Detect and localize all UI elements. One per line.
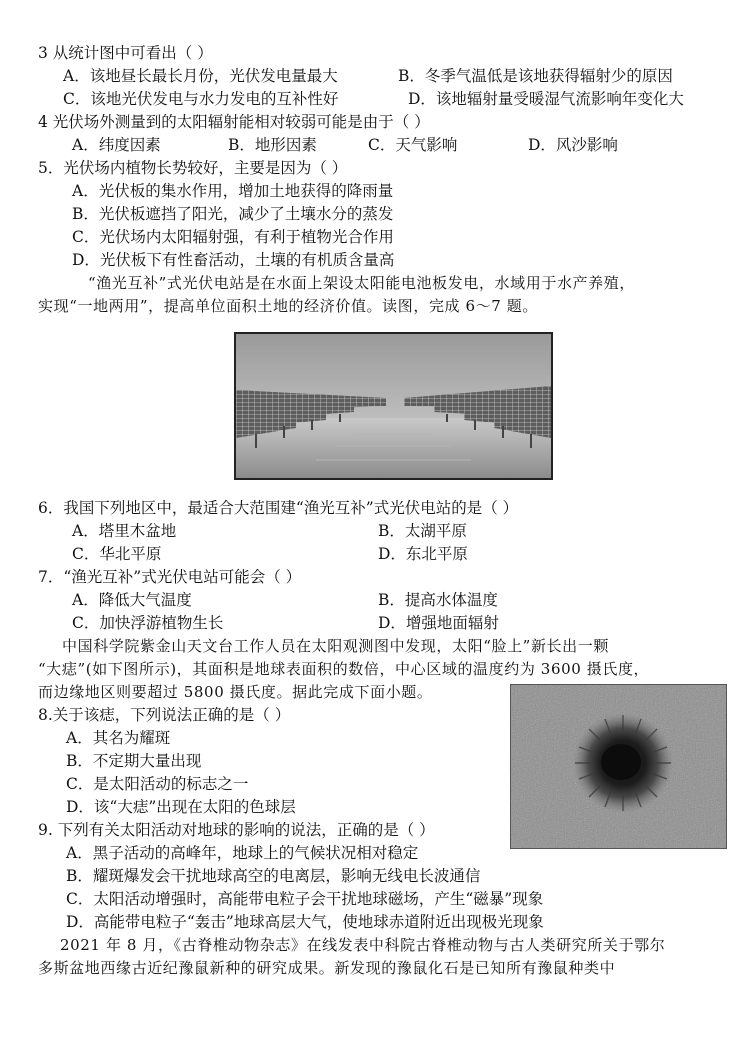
q4-option-d: D．风沙影响 [528, 136, 618, 154]
q6-option-c: C．华北平原 [72, 545, 162, 563]
sunspot-photo [510, 684, 727, 849]
q4-option-a: A．纬度因素 [72, 136, 161, 154]
q4-option-c: C．天气影响 [368, 136, 458, 154]
q3-option-d: D．该地辐射量受暖湿气流影响年变化大 [408, 90, 684, 108]
q8-option-b: B．不定期大量出现 [66, 752, 202, 770]
solar-panel-photo [234, 332, 553, 480]
q4-stem: 4 光伏场外测量到的太阳辐射能相对较弱可能是由于（ ） [38, 113, 430, 131]
q7-option-d: D．增强地面辐射 [378, 614, 499, 632]
q5-option-c: C．光伏场内太阳辐射强，有利于植物光合作用 [72, 228, 394, 246]
q8-option-d: D．该“大痣”出现在太阳的色球层 [66, 798, 296, 816]
passage1-line1: “渔光互补”式光伏电站是在水面上架设太阳能电池板发电，水域用于水产养殖， [88, 274, 635, 292]
passage3-line1: 2021 年 8 月，《古脊椎动物杂志》在线发表中科院古脊椎动物与古人类研究所关于鄂尔 [60, 936, 666, 954]
passage2-line1: 中国科学院紫金山天文台工作人员在太阳观测图中发现，太阳“脸上”新长出一颗 [62, 637, 609, 655]
q9-option-d: D．高能带电粒子“轰击”地球高层大气，使地球赤道附近出现极光现象 [66, 913, 544, 931]
q3-option-c: C．该地光伏发电与水力发电的互补性好 [63, 90, 339, 108]
passage1-line2: 实现“一地两用”，提高单位面积土地的经济价值。读图，完成 6～7 题。 [38, 297, 538, 315]
q6-option-b: B．太湖平原 [378, 522, 467, 540]
sunspot-photo-illustration [511, 685, 726, 848]
q3-stem: 3 从统计图中可看出（ ） [38, 44, 213, 62]
q5-option-d: D．光伏板下有性畜活动，土壤的有机质含量高 [72, 251, 395, 269]
q9-option-c: C．太阳活动增强时，高能带电粒子会干扰地球磁场，产生“磁暴”现象 [66, 890, 544, 908]
passage2-line3: 而边缘地区则要超过 5800 摄氏度。据此完成下面小题。 [38, 683, 433, 701]
q4-option-b: B．地形因素 [228, 136, 317, 154]
q3-option-a: A．该地昼长最长月份，光伏发电量最大 [63, 67, 338, 85]
q6-option-a: A．塔里木盆地 [72, 522, 177, 540]
q7-option-c: C．加快浮游植物生长 [72, 614, 224, 632]
q7-option-a: A．降低大气温度 [72, 591, 192, 609]
q9-option-a: A．黑子活动的高峰年，地球上的气候状况相对稳定 [66, 844, 419, 862]
q5-option-a: A．光伏板的集水作用，增加土地获得的降雨量 [72, 182, 394, 200]
passage2-line2: “大痣”(如下图所示)，其面积是地球表面积的数倍，中心区域的温度约为 3600 摄氏度， [38, 660, 650, 678]
q9-stem: 9. 下列有关太阳活动对地球的影响的说法，正确的是（ ） [38, 821, 435, 839]
q7-stem: 7．“渔光互补”式光伏电站可能会（ ） [38, 568, 302, 586]
q5-option-b: B．光伏板遮挡了阳光，减少了土壤水分的蒸发 [72, 205, 394, 223]
q3-option-b: B．冬季气温低是该地获得辐射少的原因 [398, 67, 673, 85]
q9-option-b: B．耀斑爆发会干扰地球高空的电离层，影响无线电长波通信 [66, 867, 481, 885]
q8-stem: 8.关于该痣，下列说法正确的是（ ） [38, 706, 291, 724]
passage3-line2: 多斯盆地西缘古近纪豫鼠新种的研究成果。新发现的豫鼠化石是已知所有豫鼠种类中 [38, 959, 616, 977]
q6-option-d: D．东北平原 [378, 545, 468, 563]
q8-option-a: A．其名为耀斑 [66, 729, 171, 747]
q8-option-c: C．是太阳活动的标志之一 [66, 775, 249, 793]
q6-stem: 6．我国下列地区中，最适合大范围建“渔光互补”式光伏电站的是（ ） [38, 499, 519, 517]
q7-option-b: B．提高水体温度 [378, 591, 498, 609]
solar-panel-photo-illustration [236, 334, 551, 478]
q5-stem: 5．光伏场内植物长势较好，主要是因为（ ） [38, 159, 348, 177]
